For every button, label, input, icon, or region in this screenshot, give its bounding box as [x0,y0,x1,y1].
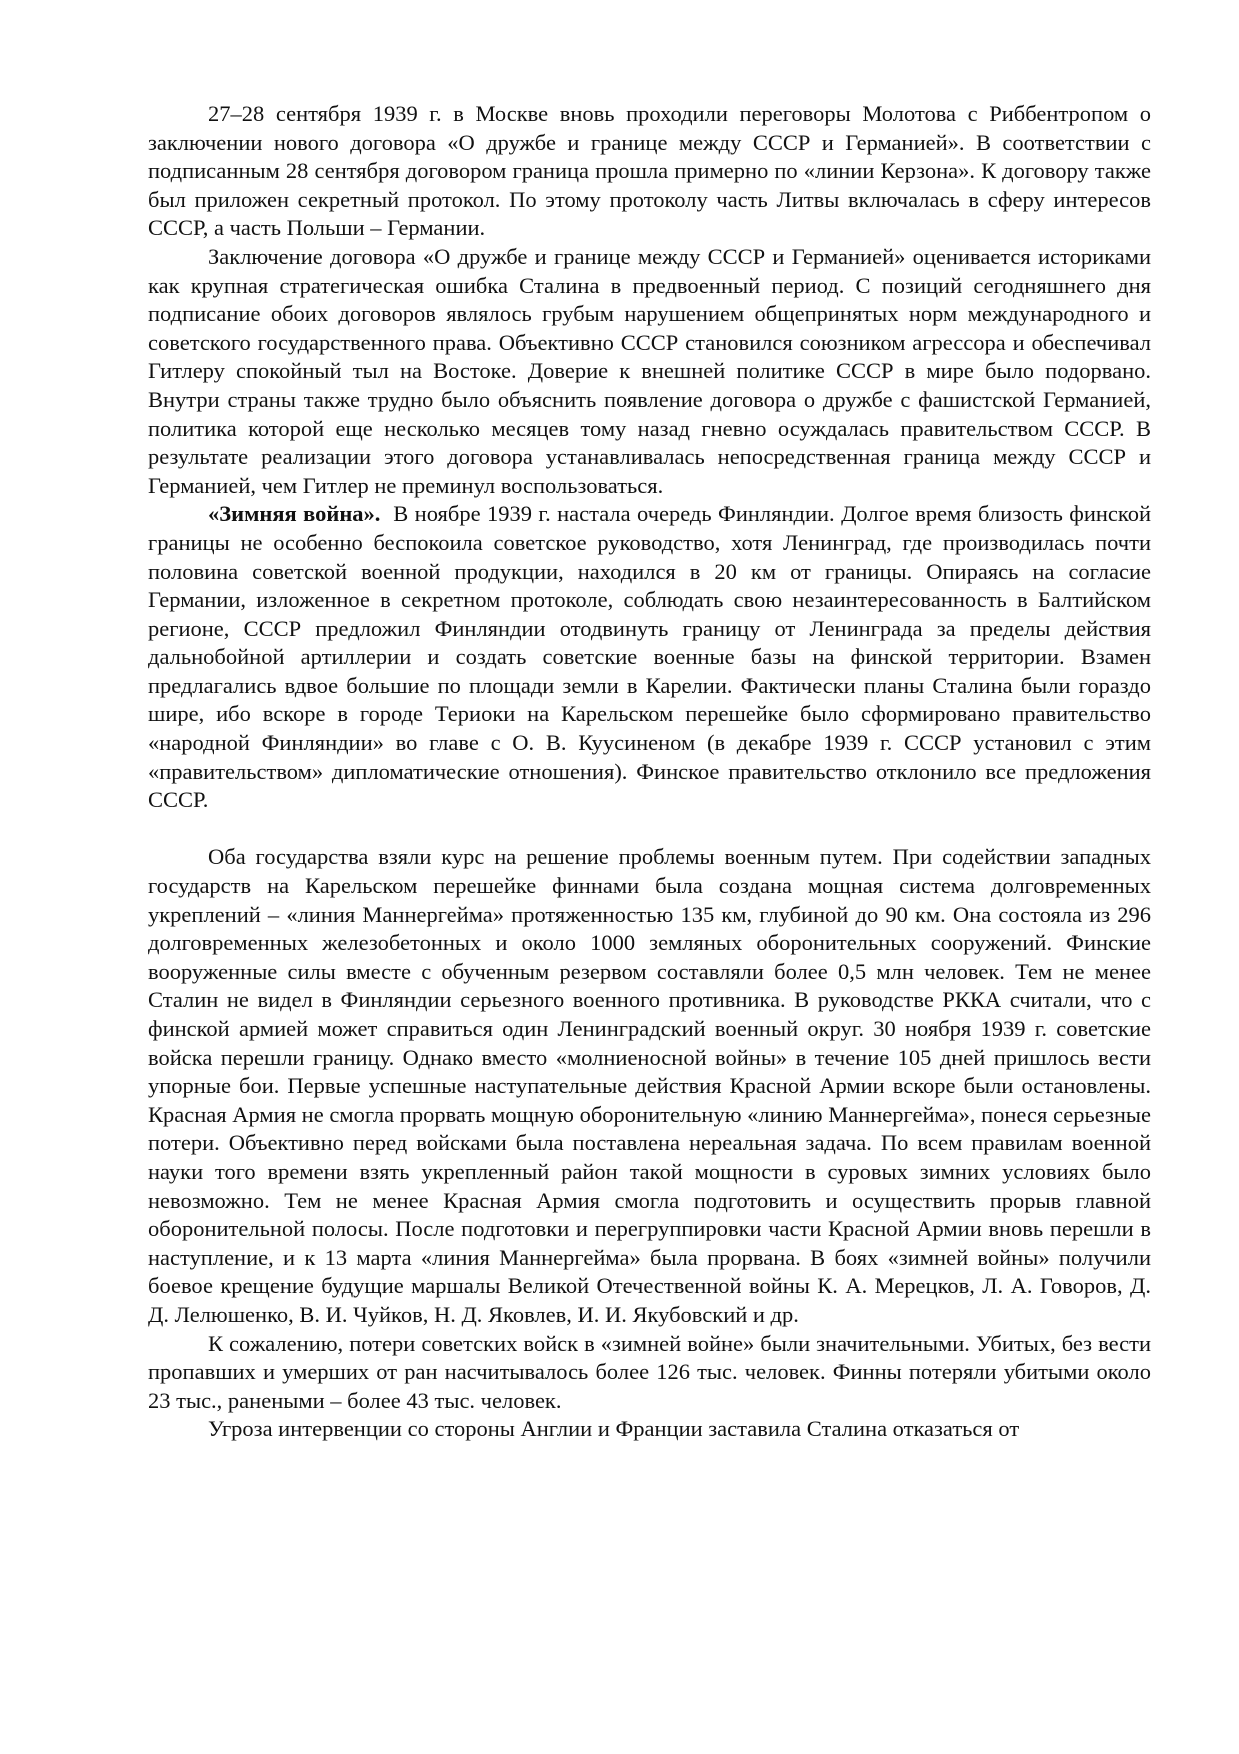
paragraph-military-campaign [148,843,1151,1329]
paragraph-molotov-ribbentrop-talks [148,100,1151,243]
paragraph-treaty-assessment [148,243,1151,500]
paragraph-text: Угроза интервенции со стороны Англии и Франции заставила Сталина отказаться от [208,1416,1020,1442]
paragraph-text: Заключение договора «О дружбе и границе между СССР и Германией» оценивается историками как крупная стратегическая ошибка Сталина в предвоенный период. С позиций сегодняшнего дня подписание обоих договоров являлось грубым нарушением общепринятых норм международного и советского государственного права. Объективно СССР становился союзником агрессора и обеспечивал Гитлеру спокойный тыл на Востоке. Доверие к внешней политике СССР в мире было подорвано. Внутри страны также трудно было объяснить появление договора о дружбе с фашистской Германией, политика которой еще несколько месяцев тому назад гневно осуждалась правительством СССР. В результате реализации этого договора устанавливалась непосредственная граница между СССР и Германией, чем Гитлер не преминул воспользоваться. [148,243,1151,498]
paragraph-intervention-threat [148,1415,1151,1444]
paragraph-text: 27–28 сентября 1939 г. в Москве вновь проходили переговоры Молотова с Риббентропом о заключении нового договора «О дружбе и границе между СССР и Германией». В соответствии с подписанным 28 сентября договором граница прошла примерно по «линии Керзона». К договору также был приложен секретный протокол. По этому протоколу часть Литвы включалась в сферу интересов СССР, а часть Польши – Германии. [148,101,1151,241]
section-lead-heading: «Зимняя война». [208,501,381,527]
paragraph-winter-war-intro [148,500,1151,815]
paragraph-text: К сожалению, потери советских войск в «зимней войне» были значительными. Убитых, без вести пропавших и умерших от ран насчитывалось более 126 тыс. человек. Финны потеряли убитыми около 23 тыс., ранеными – более 43 тыс. человек. [148,1330,1151,1413]
document-page [148,100,1151,1444]
paragraph-text: В ноябре 1939 г. настала очередь Финляндии. Долгое время близость финской границы не особенно беспокоила советское руководство, хотя Ленинград, где производилась почти половина советской военной продукции, находился в 20 км от границы. Опираясь на согласие Германии, изложенное в секретном протоколе, соблюдать свою незаинтересованность в Балтийском регионе, СССР предложил Финляндии отодвинуть границу от Ленинграда за пределы действия дальнобойной артиллерии и создать советские военные базы на финской территории. Взамен предлагались вдвое большие по площади земли в Карелии. Фактически планы Сталина были гораздо шире, ибо вскоре в городе Териоки на Карельском перешейке было сформировано правительство «народной Финляндии» во главе с О. В. Куусиненом (в декабре 1939 г. СССР установил с этим «правительством» дипломатические отношения). Финское правительство отклонило все предложения СССР. [148,501,1151,813]
paragraph-text: Оба государства взяли курс на решение проблемы военным путем. При содействии западных государств на Карельском перешейке финнами была создана мощная система долговременных укреплений – «линия Маннергейма» протяженностью 135 км, глубиной до 90 км. Она состояла из 296 долговременных железобетонных и около 1000 земляных оборонительных сооружений. Финские вооруженные силы вместе с обученным резервом составляли более 0,5 млн человек. Тем не менее Сталин не видел в Финляндии серьезного военного противника. В руководстве РККА считали, что с финской армией может справиться один Ленинградский военный округ. 30 ноября 1939 г. советские войска перешли границу. Однако вместо «молниеносной войны» в течение 105 дней пришлось вести упорные бои. Первые успешные наступательные действия Красной Армии вскоре были остановлены. Красная Армия не смогла прорвать мощную оборонительную «линию Маннергейма», понеся серьезные потери. Объективно перед войсками была поставлена нереальная задача. По всем правилам военной науки того времени взять укрепленный район такой мощности в суровых зимних условиях было невозможно. Тем не менее Красная Армия смогла подготовить и осуществить прорыв главной оборонительной полосы. После подготовки и перегруппировки части Красной Армии вновь перешли в наступление, и к 13 марта «линия Маннергейма» была прорвана. В боях «зимней войны» получили боевое крещение будущие маршалы Великой Отечественной войны К. А. Мерецков, Л. А. Говоров, Д. Д. Лелюшенко, В. И. Чуйков, Н. Д. Яковлев, И. И. Якубовский и др. [148,844,1151,1327]
paragraph-losses [148,1330,1151,1416]
